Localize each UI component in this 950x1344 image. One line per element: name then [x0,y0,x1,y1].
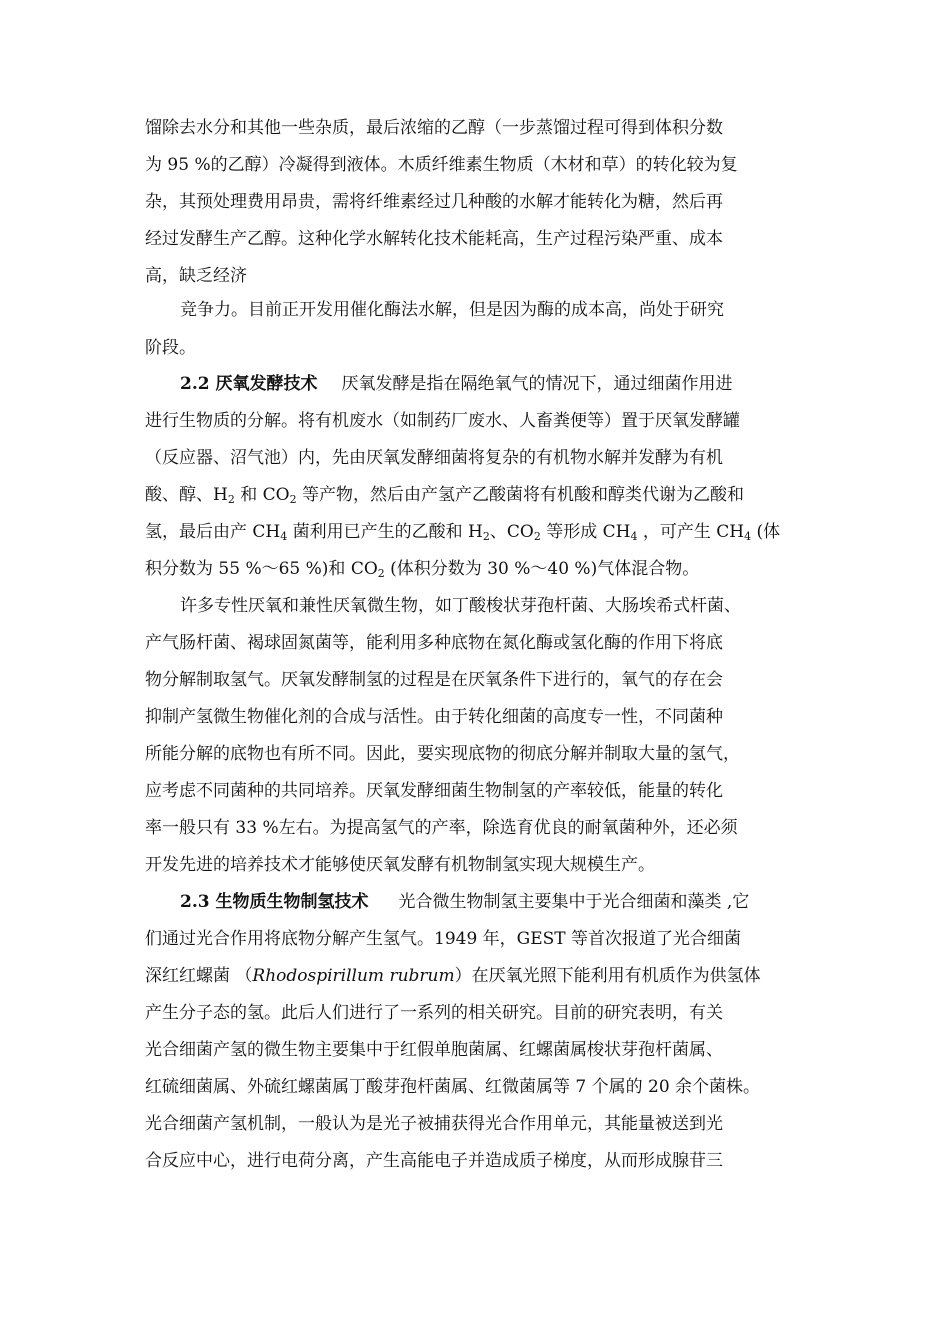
section-2-3-line [180,890,749,914]
text-line: 产生分子态的氢。此后人们进行了一系列的相关研究。目前的研究表明，有关 [145,1003,723,1023]
section-heading: 2.3 生物质生物制氢技术 [180,892,369,912]
section-2-2-line [180,372,733,396]
text-line: 率一般只有 33 %左右。为提高氢气的产率，除选育优良的耐氧菌种外，还必须 [145,818,738,838]
text-line: 所能分解的底物也有所不同。因此，要实现底物的彻底分解并制取大量的氢气， [145,744,740,764]
formula-line: 积分数为 55 %～65 %)和 $CO_2$ (体积分数为 30 %～40 %)气体混合物。 [145,559,700,580]
section-text: 厌氧发酵是指在隔绝氧气的情况下，通过细菌作用进 [341,374,733,394]
text-line: 杂，其预处理费用昂贵，需将纤维素经过几种酸的水解才能转化为糖，然后再 [145,192,723,212]
text-line: 经过发酵生产乙醇。这种化学水解转化技术能耗高，生产过程污染严重、成本 [145,229,723,249]
text-line: 为 95 %的乙醇）冷凝得到液体。木质纤维素生物质（木材和草）的转化较为复 [145,155,738,175]
text-line: 光合细菌产氢的微生物主要集中于红假单胞菌属、红螺菌属梭状芽孢杆菌属、 [145,1040,723,1060]
species-line: 深红红螺菌 （Rhodospirillum rubrum）在厌氧光照下能利用有机质作为供氢体 [145,966,761,986]
text-line: 进行生物质的分解。将有机废水（如制药厂废水、人畜粪便等）置于厌氧发酵罐 [145,411,740,431]
formula-line: 氢，最后由产 $CH_4$ 菌利用已产生的乙酸和 $H_2$、$CO_2$ 等形成 $CH_4$ ，可产生 $CH_4$ (体 [145,522,781,543]
text-line: 许多专性厌氧和兼性厌氧微生物，如丁酸梭状芽孢杆菌、大肠埃希式杆菌、 [180,596,741,616]
text-line: 光合细菌产氢机制，一般认为是光子被捕获得光合作用单元，其能量被送到光 [145,1114,723,1134]
text-line: 合反应中心，进行电荷分离，产生高能电子并造成质子梯度，从而形成腺苷三 [145,1151,723,1171]
text-line: 红硫细菌属、外硫红螺菌属丁酸芽孢杆菌属、红微菌属等 7 个属的 20 余个菌株。 [145,1077,761,1097]
text-line: 高，缺乏经济 [145,266,247,286]
section-text: 光合微生物制氢主要集中于光合细菌和藻类 ,它 [398,892,750,912]
text-line: 应考虑不同菌种的共同培养。厌氧发酵细菌生物制氢的产率较低，能量的转化 [145,781,723,801]
text-line: 馏除去水分和其他一些杂质，最后浓缩的乙醇（一步蒸馏过程可得到体积分数 [145,118,723,138]
latin-name: Rhodospirillum rubrum [252,966,455,986]
section-heading: 2.2 厌氧发酵技术 [180,374,318,394]
text-line: 抑制产氢微生物催化剂的合成与活性。由于转化细菌的高度专一性，不同菌种 [145,707,723,727]
text-line: 们通过光合作用将底物分解产生氢气。1949 年，GEST 等首次报道了光合细菌 [145,929,742,949]
text-line: 竞争力。目前正开发用催化酶法水解，但是因为酶的成本高，尚处于研究 [180,300,724,320]
text-line: （反应器、沼气池）内，先由厌氧发酵细菌将复杂的有机物水解并发酵为有机 [145,448,723,468]
text-line: 物分解制取氢气。厌氧发酵制氢的过程是在厌氧条件下进行的，氧气的存在会 [145,670,723,690]
text-line: 阶段。 [145,338,196,358]
formula-line: 酸、醇、$H_2$ 和 $CO_2$ 等产物，然后由产氢产乙酸菌将有机酸和醇类代谢为乙酸和 [145,485,744,506]
text-line: 开发先进的培养技术才能够使厌氧发酵有机物制氢实现大规模生产。 [145,855,655,875]
text-line: 产气肠杆菌、褐球固氮菌等，能利用多种底物在氮化酶或氢化酶的作用下将底 [145,633,723,653]
